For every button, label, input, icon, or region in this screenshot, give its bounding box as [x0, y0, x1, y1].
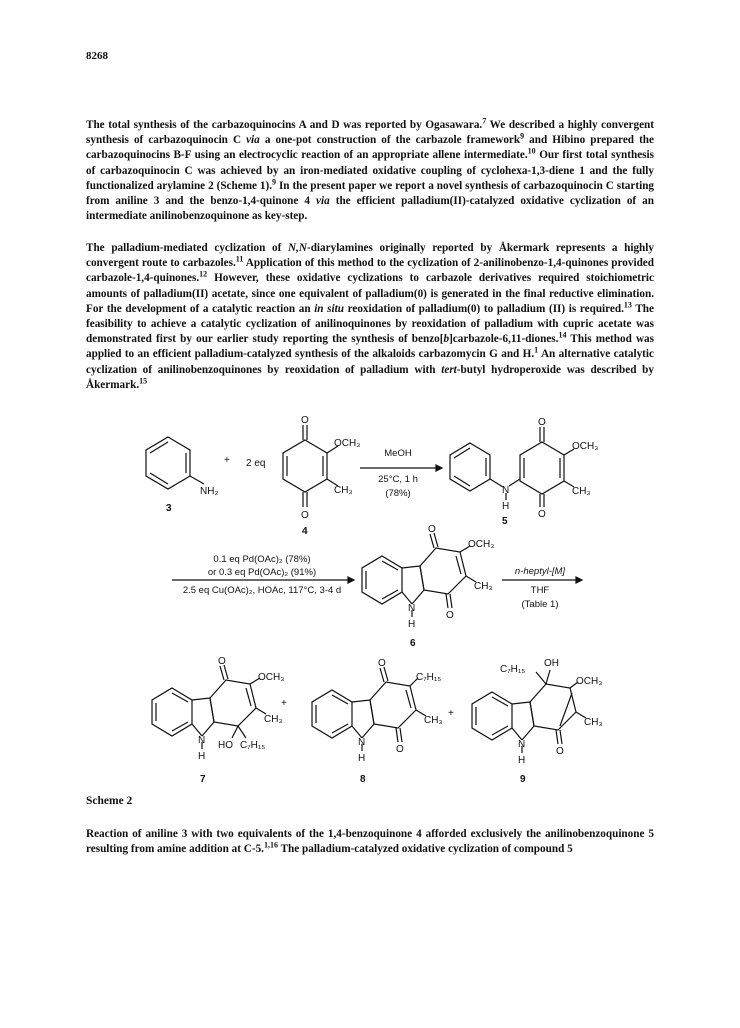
atom-label: O — [218, 656, 226, 667]
compound-label: 9 — [520, 774, 526, 785]
atom-label: O — [446, 610, 454, 621]
scheme-caption: Scheme 2 — [86, 795, 133, 807]
atom-label: H — [408, 619, 416, 630]
atom-label: CH₃ — [572, 486, 591, 497]
plus-sign: + — [224, 455, 230, 466]
atom-label: C₇H₁₅ — [416, 672, 442, 683]
paragraph-3: Reaction of aniline 3 with two equivalents of the 1,4-benzoquinone 4 afforded exclusively the anilinobenzoquinone 5 resulting from amine addition at C-5.$^{1,16}$ The palladium-catalyzed oxidative cyclization of compound 5 — [86, 828, 654, 856]
condition-text: 0.1 eq Pd(OAc)₂ (78%) — [213, 554, 311, 565]
atom-label: CH₃ — [584, 717, 603, 728]
atom-label: H — [198, 751, 206, 762]
compound-label: 4 — [302, 526, 308, 537]
atom-label: CH₃ — [334, 485, 353, 496]
atom-label: CH₃ — [264, 714, 283, 725]
atom-label: OCH₃ — [576, 676, 603, 687]
page-number: 8268 — [86, 50, 108, 62]
two-eq-label: 2 eq — [246, 458, 266, 469]
atom-label: OCH₃ — [572, 441, 599, 452]
condition-text: (Table 1) — [521, 599, 559, 610]
compound-8-structure — [312, 667, 426, 751]
atom-label: N — [408, 603, 416, 614]
compound-4-structure — [283, 425, 338, 507]
atom-label: N — [502, 485, 510, 496]
atom-label: C₇H₁₅ — [240, 740, 266, 751]
atom-label: O — [428, 524, 436, 535]
atom-label: H — [358, 753, 366, 764]
atom-label: O — [396, 744, 404, 755]
compound-5-structure — [450, 427, 574, 507]
plus-sign: + — [448, 708, 454, 719]
condition-text: n-heptyl-[M] — [514, 566, 566, 577]
compound-9-structure — [472, 670, 586, 753]
atom-label: H — [518, 755, 526, 766]
atom-label: N — [358, 737, 366, 748]
compound-label: 7 — [200, 774, 206, 785]
condition-text: (78%) — [385, 488, 411, 499]
condition-text: or 0.3 eq Pd(OAc)₂ (91%) — [207, 567, 317, 578]
compound-7-structure — [152, 665, 266, 749]
condition-text: 25°C, 1 h — [378, 474, 418, 485]
compound-label: 3 — [166, 503, 172, 514]
paragraph-2: The palladium-mediated cyclization of N,N-diarylamines originally reported by Åkermark represents a highly convergent route to carbazoles.$^{11}$ Application of this method to the cyclization of 2-anilinobenzo-1,4-quinones provided carbazole-1,4-quinones.$^{12}$ However, these oxidative cyclizations to carbazole derivatives required stoichiometric amounts of palladium(II) acetate, since one equivalent of palladium(0) is generated in the final reductive elimination. For the development of a catalytic reaction an in situ reoxidation of palladium(0) to palladium (II) is required.$^{13}$ The feasibility to achieve a catalytic cyclization of anilinoquinones by reoxidation of palladium with cupric acetate was demonstrated first by our earlier study reporting the synthesis of benzo[b]carbazole-6,11-diones.$^{14}$ This method was applied to an efficient palladium-catalyzed synthesis of the alkaloids carbazomycin G and H.$^1$ An alternative catalytic cyclization of anilinobenzoquinones by reoxidation of palladium with tert-butyl hydroperoxide was described by Åkermark.$^{15}$ — [86, 242, 654, 391]
condition-text: MeOH — [384, 448, 412, 459]
atom-label: O — [301, 415, 309, 426]
atom-label: N — [518, 739, 526, 750]
atom-label: OH — [544, 658, 559, 669]
condition-text: THF — [530, 585, 550, 596]
atom-label: O — [538, 417, 546, 428]
atom-label: C₇H₁₅ — [500, 664, 526, 675]
plus-sign: + — [281, 698, 287, 709]
atom-label: O — [301, 510, 309, 521]
atom-label: CH₃ — [424, 715, 443, 726]
compound-6-structure — [362, 533, 476, 617]
compound-label: 6 — [410, 638, 416, 649]
atom-label: O — [378, 658, 386, 669]
atom-label: HO — [218, 740, 233, 751]
compound-3-structure — [146, 437, 204, 489]
atom-label: OCH₃ — [258, 672, 285, 683]
atom-label: OCH₃ — [468, 539, 495, 550]
atom-label: H — [502, 501, 510, 512]
atom-label: N — [198, 735, 206, 746]
paragraph-1: The total synthesis of the carbazoquinocins A and D was reported by Ogasawara.$^7$ We described a highly convergent synthesis of carbazoquinocin C via a one-pot construction of the carbazole framework$^9$ and Hibino prepared the carbazoquinocins B-F using an electrocyclic reaction of an appropriate allene intermediate.$^{10}$ Our first total synthesis of carbazoquinocin C was achieved by an iron-mediated oxidative coupling of cyclohexa-1,3-diene 1 and the fully functionalized arylamine 2 (Scheme 1).$^9$ In the present paper we report a novel synthesis of carbazoquinocin C starting from aniline 3 and the benzo-1,4-quinone 4 via the efficient palladium(II)-catalyzed oxidative cyclization of an intermediate anilinobenzoquinone as key-step. — [86, 116, 655, 223]
atom-label: NH₂ — [200, 486, 219, 497]
condition-text: 2.5 eq Cu(OAc)₂, HOAc, 117°C, 3-4 d — [182, 585, 342, 596]
atom-label: O — [556, 746, 564, 757]
atom-label: O — [538, 509, 546, 520]
compound-label: 8 — [360, 774, 366, 785]
atom-label: CH₃ — [474, 581, 493, 592]
atom-label: OCH₃ — [334, 438, 361, 449]
compound-label: 5 — [502, 516, 508, 527]
